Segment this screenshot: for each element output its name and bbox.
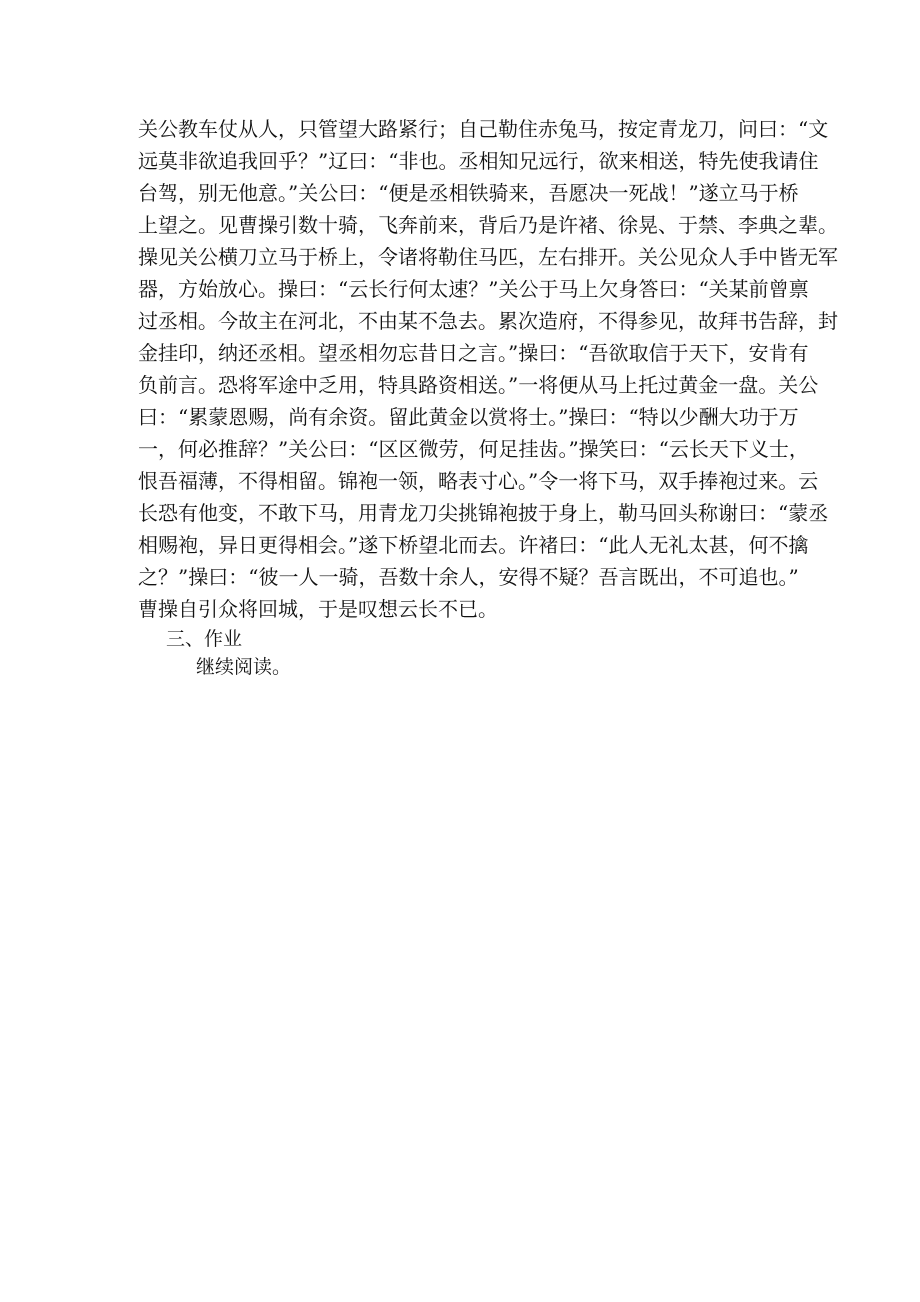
paragraph-line-1: 关公教车仗从人，只管望大路紧行；自己勒住赤兔马，按定青龙刀，问曰：“文 xyxy=(138,117,829,141)
paragraph-line-4: 上望之。见曹操引数十骑，飞奔前来，背后乃是许褚、徐晃、于禁、李典之辈。 xyxy=(138,213,838,237)
paragraph-line-16: 曹操自引众将回城，于是叹想云长不已。 xyxy=(138,597,498,621)
document-body xyxy=(138,113,838,681)
paragraph-line-12: 恨吾福薄，不得相留。锦袍一领，略表寸心。”令一将下马，双手捧袍过来。云 xyxy=(138,469,819,493)
story-paragraph xyxy=(138,113,838,625)
paragraph-line-6: 器，方始放心。操曰：“云长行何太速？”关公于马上欠身答曰：“关某前曾禀 xyxy=(138,277,809,301)
paragraph-line-15: 之？”操曰：“彼一人一骑，吾数十余人，安得不疑？吾言既出，不可追也。” xyxy=(138,565,799,589)
paragraph-line-9: 负前言。恐将军途中乏用，特具路资相送。”一将便从马上托过黄金一盘。关公 xyxy=(138,373,819,397)
paragraph-line-10: 曰：“累蒙恩赐，尚有余资。留此黄金以赏将士。”操曰：“特以少酬大功于万 xyxy=(138,405,799,429)
paragraph-line-7: 过丞相。今故主在河北，不由某不急去。累次造府，不得参见，故拜书告辞，封 xyxy=(138,309,838,333)
paragraph-line-3: 台驾，别无他意。”关公曰：“便是丞相铁骑来，吾愿决一死战！”遂立马于桥 xyxy=(138,181,799,205)
paragraph-line-14: 相赐袍，异日更得相会。”遂下桥望北而去。许褚曰：“此人无礼太甚，何不擒 xyxy=(138,533,809,557)
paragraph-line-2: 远莫非欲追我回乎？”辽曰：“非也。丞相知兄远行，欲来相送，特先使我请住 xyxy=(138,149,819,173)
assignment-text: 继续阅读。 xyxy=(196,656,292,678)
paragraph-line-13: 长恐有他变，不敢下马，用青龙刀尖挑锦袍披于身上，勒马回头称谢曰：“蒙丞 xyxy=(138,501,829,525)
paragraph-line-11: 一，何必推辞？”关公曰：“区区微劳，何足挂齿。”操笑曰：“云长天下义士， xyxy=(138,437,809,461)
paragraph-line-8: 金挂印，纳还丞相。望丞相勿忘昔日之言。”操曰：“吾欲取信于天下，安肯有 xyxy=(138,341,809,365)
section-heading: 三、作业 xyxy=(166,628,243,650)
paragraph-line-5: 操见关公横刀立马于桥上，令诸将勒住马匹，左右排开。关公见众人手中皆无军 xyxy=(138,245,838,269)
